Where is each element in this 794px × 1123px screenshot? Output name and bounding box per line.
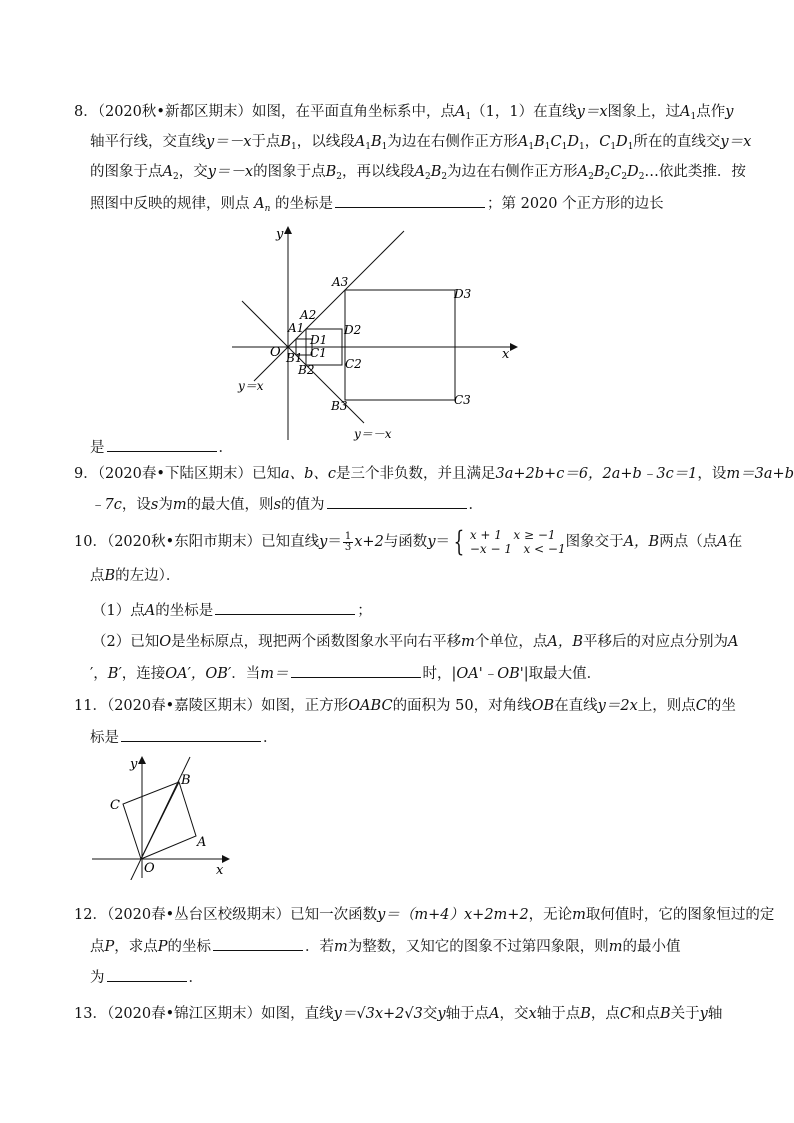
q8-label-B2: B2 — [298, 363, 315, 377]
q11-line-1: 11．（2020春•嘉陵区期末）如图，正方形OABC的面积为 50，对角线OB在直线y＝2x上，则点C的坐 — [74, 698, 736, 714]
figure-q8 — [228, 222, 524, 444]
q10-line-1: 10．（2020秋•东阳市期末）已知直线y＝ $\frac{1}{3}$ x+2与函数y＝ { x + 1 x ≥ −1 −x − 1 x < −1图象交于A，B两点（点A在 — [74, 525, 743, 558]
q12-line-1: 12．（2020春•丛台区校级期末）已知一次函数y＝（m+4）x+2m+2，无论m取何值时，它的图象恒过的定 — [74, 907, 775, 923]
figure-q11 — [88, 752, 238, 880]
q9-line-1: 9．（2020春•下陆区期末）已知a、b、c是三个非负数，并且满足3a+2b+c＝6，2a+b﹣3c＝1，设m＝3a+b — [74, 466, 794, 482]
q9-blank[interactable] — [327, 494, 467, 509]
q8-line-4: 照图中反映的规律，则点 $A_n$ 的坐标是 ；第 2020 个正方形的边长 — [90, 193, 664, 219]
q8-label-D2: D2 — [344, 323, 362, 337]
q9-line-2: ﹣7c，设s为m的最大值，则s的值为 ． — [90, 494, 483, 515]
q8-x-axis-arrow — [510, 343, 518, 351]
q8-line-1: 8．（2020秋•新都区期末）如图，在平面直角坐标系中，点$A_1(1$，1）在直线y＝x图象上，过$A_1$点作y — [74, 104, 734, 122]
q12-blank-2[interactable] — [107, 967, 187, 982]
q11-line-2: 标是 ． — [90, 727, 278, 748]
diagonal-OB — [141, 782, 179, 859]
q8-label-x: x — [502, 347, 510, 362]
q11-label-C: C — [110, 798, 120, 813]
q8-label-C1: C1 — [310, 346, 327, 360]
q11-blank[interactable] — [121, 727, 261, 742]
q8-blank-1[interactable] — [335, 193, 485, 208]
q12-line-2: 点P，求点P的坐标 ．若m为整数，又知它的图象不过第四象限，则m的最小值 — [90, 936, 681, 957]
q11-label-x: x — [216, 863, 224, 878]
q10-blank-2[interactable] — [291, 663, 421, 678]
q8-label-O: O — [270, 345, 281, 360]
square-3 — [345, 290, 455, 400]
q11-label-O: O — [144, 861, 155, 876]
q8-label-C2: C2 — [345, 357, 362, 371]
q8-label-A1: A1 — [288, 321, 305, 335]
q10-line-3: （1）点A的坐标是 ； — [92, 600, 372, 621]
q8-label-A2: A2 — [300, 308, 317, 322]
q8-line-2: 轴平行线，交直线y＝－x于点$B_1$，以线段$A_1B_1$为边在右侧作正方形$A_1B_1C_1D_1$，$C_1D_1$所在的直线交y＝x — [90, 134, 752, 152]
q10-line-5: ′，B′，连接OA′，OB′．当m＝ 时，|OA'﹣OB'|取最大值． — [90, 663, 601, 684]
q10-line-2: 点B的左边）． — [90, 568, 181, 584]
q13-line-1: 13．（2020春•锦江区期末）如图，直线y＝√3x+2√3交y轴于点A，交x轴于点B，点C和点B关于y轴 — [74, 1006, 723, 1022]
q12-line-3: 为 ． — [90, 967, 203, 988]
q8-label-B1: B1 — [286, 351, 303, 365]
q11-label-A: A — [197, 835, 207, 850]
fraction-one-third: $\frac{1}{3}$ — [344, 530, 352, 553]
q8-label-B3: B3 — [331, 399, 348, 413]
q10-line-4: （2）已知O是坐标原点，现把两个函数图象水平向右平移m个单位，点A，B平移后的对应点分别为A — [92, 634, 739, 650]
q8-label-D1: D1 — [310, 333, 328, 347]
q8-line-3: 的图象于点$A_2$，交y＝－x的图象于点$B_2$，再以线段$A_2B_2$为边在右侧作正方形$A_2B_2C_2D_2\dots$依此类推．按 — [90, 164, 746, 182]
q12-blank-1[interactable] — [213, 936, 303, 951]
q8-line-5: 是 ． — [90, 437, 233, 458]
q8-label-A3: A3 — [332, 275, 349, 289]
q8-label-yx: y＝x — [238, 379, 264, 393]
piecewise-function: x + 1 x ≥ −1 −x − 1 x < −1 — [469, 528, 566, 556]
q8-y-axis-arrow — [284, 226, 292, 234]
q8-label-D3: D3 — [454, 287, 472, 301]
q11-x-axis-arrow — [222, 855, 230, 863]
q10-blank-1[interactable] — [215, 600, 355, 615]
q11-label-y: y — [130, 757, 138, 772]
q8-label-y: y — [276, 227, 284, 242]
q8-blank-2[interactable] — [107, 437, 217, 452]
q8-label-C3: C3 — [454, 393, 471, 407]
q11-label-B: B — [181, 773, 191, 788]
q8-label-ynx: y＝－x — [354, 427, 392, 441]
q11-y-axis-arrow — [138, 756, 146, 764]
